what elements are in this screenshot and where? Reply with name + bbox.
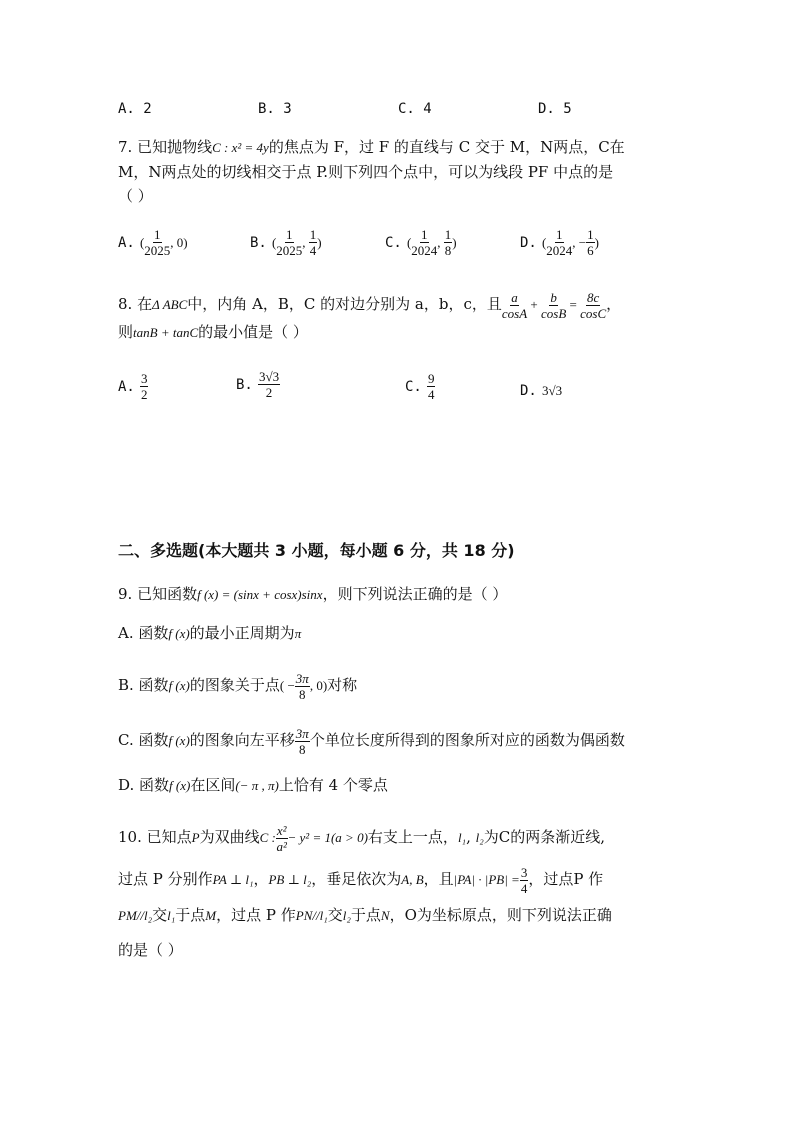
q7-option-a-label: A. bbox=[118, 235, 135, 251]
q8-option-c-frac bbox=[427, 372, 436, 401]
q10-ab: A, B bbox=[401, 872, 424, 887]
frac-den: cosA bbox=[501, 305, 528, 321]
q9-d-mid: 在区间 bbox=[190, 776, 236, 794]
q7-option-c-label: C. bbox=[385, 235, 402, 251]
q10-hyp-post: − y² = 1(a > 0) bbox=[287, 830, 368, 845]
frac-num: 3π bbox=[295, 670, 309, 686]
section-title: 二、多选题(本大题共 3 小题，每小题 6 分，共 18 分) bbox=[118, 541, 515, 560]
frac-den: 2024 bbox=[411, 243, 438, 258]
q10-text-2: 为双曲线 bbox=[199, 828, 260, 846]
q10-pm: PM//l₂ bbox=[118, 908, 153, 923]
q9-d-post: 上恰有 4 个零点 bbox=[278, 776, 388, 794]
q8-option-a-frac bbox=[140, 372, 149, 401]
frac-num: 1 bbox=[154, 227, 161, 242]
frac-den: cosC bbox=[580, 305, 607, 321]
q10-hyp-frac bbox=[276, 824, 288, 853]
frac-num: 8c bbox=[587, 289, 600, 305]
q9-b-fx: f (x) bbox=[168, 678, 190, 693]
q9-c-mid: 的图象向左平移 bbox=[189, 731, 295, 749]
q10-stem-line4: 的是（ ） bbox=[118, 941, 183, 959]
q10-text-5: 过点 P 分别作 bbox=[118, 870, 213, 888]
frac-num: b bbox=[550, 289, 557, 305]
q9-stem bbox=[118, 584, 507, 605]
frac-den: 8 bbox=[299, 741, 306, 757]
q6-option-c: C. 4 bbox=[398, 101, 432, 117]
q7-option-a-tail: , 0) bbox=[170, 235, 188, 250]
frac-num: 1 bbox=[309, 227, 317, 242]
q7-option-d: D. ( $\frac{1}{2024}$ , − $\frac{1}{6}$ ) bbox=[520, 227, 599, 258]
q9-c-frac bbox=[295, 727, 310, 756]
frac-num: 1 bbox=[444, 227, 452, 242]
q7-option-c: C. ( $\frac{1}{2024}$ , $\frac{1}{8}$ ) bbox=[385, 227, 457, 258]
q10-point-p: P bbox=[191, 830, 200, 845]
q7-stem-line2: M，N两点处的切线相交于点 P.则下列四个点中，可以为线段 PF 中点的是 bbox=[118, 163, 614, 181]
q9-option-d bbox=[118, 775, 388, 796]
frac-den: 4 bbox=[309, 243, 317, 258]
q7-paren: （ ） bbox=[118, 187, 153, 205]
frac-den: 4 bbox=[520, 880, 528, 896]
q9-c-post: 个单位长度所得到的图象所对应的函数为偶函数 bbox=[309, 731, 625, 749]
q10-stem-line3 bbox=[118, 905, 612, 926]
q7-option-a-frac bbox=[144, 228, 170, 257]
frac-num: 1 bbox=[421, 227, 428, 242]
q10-pa: PA ⊥ l₁ bbox=[212, 872, 254, 887]
q7-option-b-label: B. bbox=[250, 235, 267, 251]
q8-option-d-value: 3√3 bbox=[541, 383, 563, 398]
q8-triangle: Δ ABC bbox=[152, 297, 188, 312]
q10-text-4: 为C的两条渐近线, bbox=[483, 828, 606, 846]
frac-num: 3π bbox=[295, 725, 309, 741]
q10-text-6: ，垂足依次为 bbox=[311, 870, 402, 888]
q9-a-post: 的最小正周期为 bbox=[189, 624, 295, 642]
q10-point-n: N bbox=[380, 908, 390, 923]
q8-option-d-label: D. bbox=[520, 383, 537, 399]
q8-text-2: 中，内角 A，B，C 的对边分别为 a，b，c，且 bbox=[187, 295, 502, 313]
q8-stem-line1: 8. 在Δ ABC中，内角 A，B，C 的对边分别为 a，b，c，且 $\frac{a}{\cos A}$ + $\frac{b}{\cos B}$ = $\frac{8c}{\cos C}$ ， bbox=[118, 289, 622, 321]
q10-hyp-pre: C : bbox=[259, 830, 276, 845]
q9-function: f (x) = (sinx + cosx)sinx bbox=[197, 587, 323, 602]
q10-yu-2: 于点 bbox=[350, 906, 381, 924]
q9-b-mid: 的图象关于点 bbox=[189, 676, 280, 694]
q7-option-d-neg: − bbox=[578, 235, 587, 250]
frac-den: 2025 bbox=[276, 243, 303, 258]
q7-option-d-label: D. bbox=[520, 235, 537, 251]
frac-num: a bbox=[511, 289, 518, 305]
q6-option-b: B. 3 bbox=[258, 101, 292, 117]
q10-point-m: M bbox=[205, 908, 217, 923]
frac-den: cosB bbox=[541, 305, 567, 321]
q8-frac-b bbox=[541, 291, 566, 320]
q9-text-2: ，则下列说法正确的是（ ） bbox=[322, 585, 508, 603]
q10-l1: l₁ bbox=[457, 830, 467, 845]
q7-option-d-frac1 bbox=[546, 228, 572, 257]
frac-num: 3√3 bbox=[258, 369, 280, 384]
frac-den: 6 bbox=[587, 243, 594, 258]
q8-option-d bbox=[520, 380, 562, 399]
q9-option-b: B. 函数f (x)的图象关于点( − $\frac{3\pi}{8}$ , 0)对称 bbox=[118, 670, 358, 702]
q10-text-3: 右支上一点， bbox=[367, 828, 458, 846]
q8-option-a-label: A. bbox=[118, 379, 135, 395]
q7-text-2: 的焦点为 F，过 F 的直线与 C 交于 M，N两点，C在 bbox=[268, 138, 625, 156]
q9-a-pi: π bbox=[294, 626, 302, 641]
q10-text: 10. 已知点 bbox=[118, 828, 192, 846]
q10-stem-line2 bbox=[118, 864, 603, 895]
frac-num: 9 bbox=[427, 371, 435, 386]
q8-option-b bbox=[236, 370, 280, 399]
q10-l2: l₂ bbox=[475, 830, 484, 845]
q10-text-9: ，过点 P 作 bbox=[216, 906, 296, 924]
q10-pn: PN//l₁ bbox=[295, 908, 328, 923]
q9-option-c bbox=[118, 725, 625, 756]
q10-yu: 于点 bbox=[175, 906, 206, 924]
q10-pb: PB ⊥ l₂ bbox=[268, 872, 312, 887]
q9-a-pre: A. 函数 bbox=[118, 624, 169, 642]
frac-den: 2025 bbox=[144, 243, 171, 258]
q9-d-pre: D. 函数 bbox=[118, 776, 170, 794]
q7-stem-line1 bbox=[118, 137, 625, 158]
frac-num: 1 bbox=[286, 227, 293, 242]
q8-text: 8. 在 bbox=[118, 295, 153, 313]
q9-c-pre: C. 函数 bbox=[118, 731, 169, 749]
q8-expr: tanB + tanC bbox=[133, 325, 199, 340]
q10-jiao-2: 交 bbox=[327, 906, 343, 924]
frac-num: 1 bbox=[587, 227, 594, 242]
q10-comma: ， bbox=[253, 870, 269, 888]
q10-text-10: ，O为坐标原点，则下列说法正确 bbox=[389, 906, 612, 924]
frac-num: 1 bbox=[556, 227, 563, 242]
q7-option-b: B. ( $\frac{1}{2025}$ , $\frac{1}{4}$ ) bbox=[250, 227, 322, 258]
q8-option-c-label: C. bbox=[405, 379, 422, 395]
q9-d-fx: f (x) bbox=[169, 778, 191, 793]
q8-frac-c bbox=[580, 291, 606, 320]
q9-option-a bbox=[118, 623, 301, 644]
q7-option-c-frac1 bbox=[411, 228, 437, 257]
q9-c-fx: f (x) bbox=[168, 733, 190, 748]
q10-stem-line1: 10. 已知点P为双曲线C : $\frac{\text{x²}}{\text{a²}}$ − y² = 1(a > 0)右支上一点，l₁, l₂为C的两条渐近线, bbox=[118, 822, 606, 854]
q7-option-a: A. ( $\frac{1}{2025}$ , 0) bbox=[118, 227, 188, 258]
q7-parabola: C : x² = 4y bbox=[212, 140, 269, 155]
frac-den: 8 bbox=[299, 686, 306, 702]
frac-den: 2 bbox=[265, 385, 273, 400]
q10-product: |PA| · |PB| = bbox=[453, 872, 520, 887]
q9-b-pre: B. 函数 bbox=[118, 676, 169, 694]
frac-den: 2024 bbox=[546, 243, 573, 258]
q8-text-3: 则 bbox=[118, 323, 134, 341]
q8-text-4: 的最小值是（ ） bbox=[198, 323, 308, 341]
q10-text-7: ，且 bbox=[423, 870, 454, 888]
q7-option-b-frac1 bbox=[276, 228, 302, 257]
q8-option-c bbox=[405, 372, 435, 401]
frac-den: 8 bbox=[444, 243, 452, 258]
q10-l1-b: l₁ bbox=[167, 908, 176, 923]
q9-b-frac bbox=[295, 672, 310, 701]
q7-option-d-frac2 bbox=[586, 228, 595, 257]
q8-option-b-frac bbox=[258, 370, 280, 399]
q7-text: 7. 已知抛物线 bbox=[118, 138, 213, 156]
q9-d-interval: (− π , π) bbox=[235, 778, 279, 793]
q10-jiao: 交 bbox=[152, 906, 168, 924]
q8-option-a bbox=[118, 372, 148, 401]
frac-num: 3 bbox=[520, 864, 528, 880]
q8-option-b-label: B. bbox=[236, 377, 253, 393]
frac-den: 2 bbox=[140, 387, 148, 402]
q6-option-d: D. 5 bbox=[538, 101, 572, 117]
frac-den: a² bbox=[276, 838, 287, 854]
q10-text-8: ，过点P 作 bbox=[528, 870, 604, 888]
q6-option-a: A. 2 bbox=[118, 101, 152, 117]
q9-b-post: 对称 bbox=[327, 676, 358, 694]
frac-den: 4 bbox=[427, 387, 435, 402]
q10-l2-b: l₂ bbox=[342, 908, 351, 923]
q9-a-fx: f (x) bbox=[168, 626, 190, 641]
q8-stem-line2 bbox=[118, 322, 308, 343]
q8-frac-a bbox=[502, 291, 527, 320]
q9-text: 9. 已知函数 bbox=[118, 585, 198, 603]
frac-num: 3 bbox=[140, 371, 148, 386]
frac-num: x² bbox=[276, 822, 287, 838]
